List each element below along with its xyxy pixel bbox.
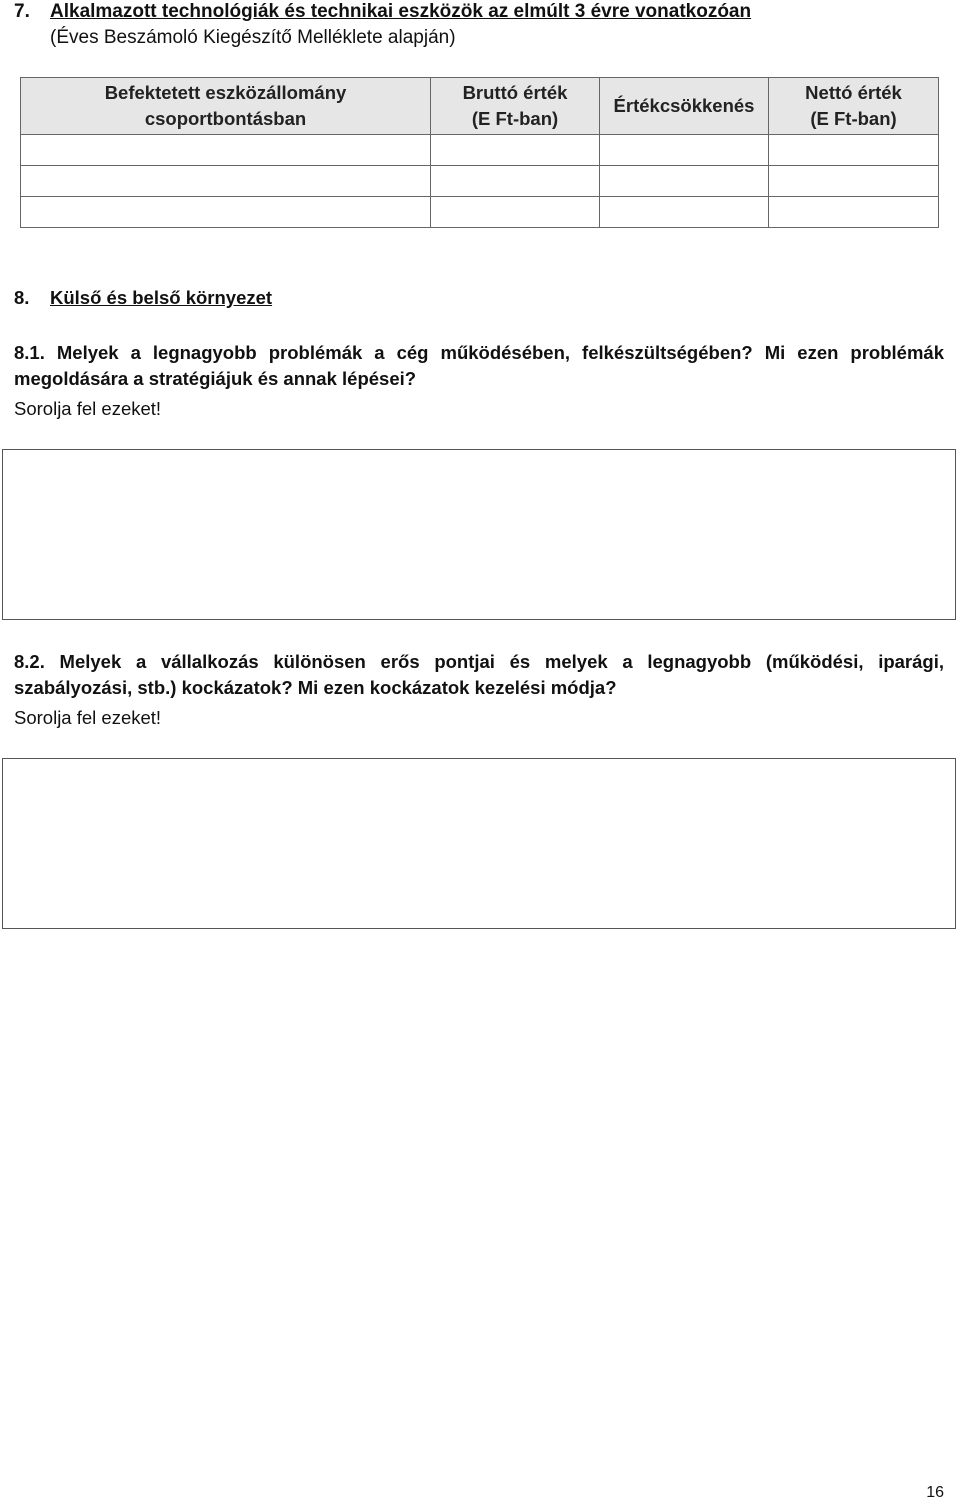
table-cell[interactable]: [21, 166, 431, 197]
header-gross-value-line2: (E Ft-ban): [471, 108, 559, 129]
question-8-1-instruction: Sorolja fel ezeket!: [14, 398, 162, 419]
table-cell[interactable]: [431, 197, 600, 228]
table-row: [21, 166, 939, 197]
section-8-number: 8.: [14, 287, 30, 308]
table-cell[interactable]: [600, 135, 769, 166]
page-number: 16: [926, 1484, 944, 1501]
section-8-title: Külső és belső környezet: [50, 287, 273, 308]
table-row: [21, 135, 939, 166]
question-8-1-line2: megoldására a stratégiájuk és annak lépései?: [14, 368, 417, 389]
header-net-value-line1: Nettó érték: [805, 82, 902, 103]
table-cell[interactable]: [600, 197, 769, 228]
table-cell[interactable]: [769, 197, 939, 228]
answer-box-8-1[interactable]: [2, 449, 956, 620]
table-cell[interactable]: [600, 166, 769, 197]
asset-table: [20, 77, 939, 228]
question-8-2-line2: szabályozási, stb.) kockázatok? Mi ezen kockázatok kezelési módja?: [14, 677, 617, 698]
header-asset-group-line2: csoportbontásban: [144, 108, 307, 129]
question-8-2-instruction: Sorolja fel ezeket!: [14, 707, 162, 728]
table-cell[interactable]: [769, 166, 939, 197]
table-cell[interactable]: [431, 166, 600, 197]
header-net-value-line2: (E Ft-ban): [810, 108, 897, 129]
table-row: [21, 197, 939, 228]
question-8-2-line1: 8.2. Melyek a vállalkozás különösen erős pontjai és melyek a legnagyobb (működési, iparági,: [14, 651, 944, 672]
table-cell[interactable]: [21, 197, 431, 228]
question-8-1: [14, 340, 944, 392]
header-asset-group-line1: Befektetett eszközállomány: [104, 82, 347, 103]
question-8-1-line1: 8.1. Melyek a legnagyobb problémák a cég működésében, felkészültségében? Mi ezen problémák: [14, 342, 944, 363]
header-asset-group: [21, 78, 431, 135]
answer-box-8-2[interactable]: [2, 758, 956, 929]
table-cell[interactable]: [21, 135, 431, 166]
table-cell[interactable]: [769, 135, 939, 166]
asset-table-header-row: [21, 78, 939, 135]
section-8-heading: [14, 286, 272, 310]
header-gross-value-line1: Bruttó érték: [462, 82, 568, 103]
question-8-2: [14, 649, 944, 701]
header-gross-value: [431, 78, 600, 135]
section-7-title: Alkalmazott technológiák és technikai eszközök az elmúlt 3 évre vonatkozóan: [50, 1, 752, 22]
section-7-number: 7.: [14, 1, 30, 22]
section-7-subtitle: (Éves Beszámoló Kiegészítő Melléklete alapján): [50, 27, 456, 48]
header-depreciation: [600, 78, 769, 135]
section-7-heading: [14, 0, 751, 24]
header-net-value: [769, 78, 939, 135]
table-cell[interactable]: [431, 135, 600, 166]
header-depreciation-line1: Értékcsökkenés: [613, 95, 755, 116]
